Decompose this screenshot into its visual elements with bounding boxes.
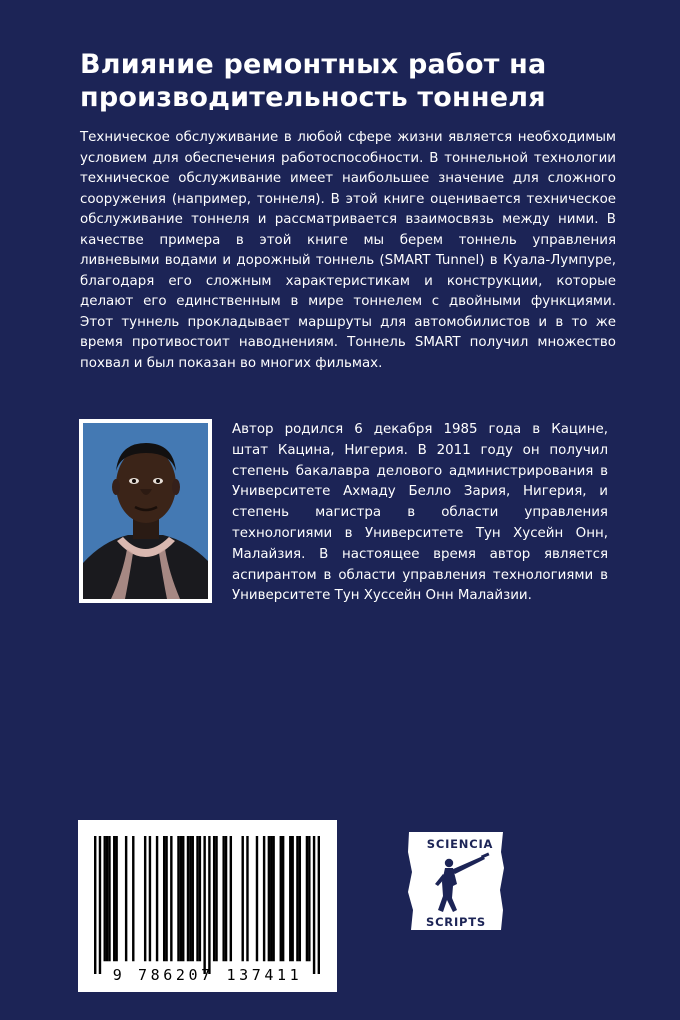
barcode-bar <box>170 836 172 961</box>
bio-line: степень бакалавра делового администрирования в <box>232 463 608 479</box>
publisher-name-top: SCIENCIA <box>426 837 494 851</box>
barcode-bar <box>256 836 258 961</box>
bio-line: штат Кацина, Нигерия. В 2011 году он получил <box>232 442 608 458</box>
bio-line: Автор родился 6 декабря 1985 года в Кацине, <box>232 422 608 437</box>
barcode-bar <box>182 836 184 961</box>
barcode-bar <box>177 836 179 961</box>
book-title-line-2: производительность тоннеля <box>80 82 546 113</box>
publisher-logo <box>405 830 507 932</box>
author-bio <box>232 420 608 607</box>
barcode-bar <box>149 836 151 961</box>
barcode-bar <box>213 836 215 961</box>
description-line: сооружения (например, тоннеля). В этой книге оценивается техническое <box>80 191 616 207</box>
bio-line: Университете Ахмаду Белло Зария, Нигерия, и <box>232 484 608 500</box>
barcode-bar <box>306 836 308 961</box>
barcode-bar <box>215 836 217 961</box>
bio-line: Университете Тун Хуссейн Онн Малайзии. <box>232 588 532 604</box>
barcode-bar <box>318 836 320 974</box>
barcode-bar <box>289 836 291 961</box>
barcode-bar <box>268 836 270 961</box>
bio-line: аспирантом в области управления технологиями в <box>232 567 608 583</box>
description-line: условием для обеспечения работоспособности. В тоннельной технологии <box>80 150 616 166</box>
barcode-bar <box>163 836 165 961</box>
barcode-bar <box>280 836 282 961</box>
barcode-bar <box>199 836 201 961</box>
description-line: благодаря его сложным характеристикам и конструкции, которые <box>80 273 616 289</box>
barcode-bar <box>115 836 117 961</box>
barcode-bar <box>308 836 310 961</box>
barcode-bar <box>270 836 272 961</box>
barcode-bar <box>99 836 101 974</box>
barcode-bar <box>291 836 293 961</box>
barcode-bar <box>125 836 127 961</box>
barcode-bar <box>241 836 243 961</box>
barcode-bar <box>113 836 115 961</box>
description-line: делают его единственным в мире тоннелем с двойными функциями. <box>80 294 616 309</box>
isbn-barcode <box>78 820 337 992</box>
barcode-bar <box>132 836 134 961</box>
author-photo <box>83 423 208 599</box>
bio-line: технологиями в Университете Тун Хусейн Онн, <box>232 525 608 541</box>
description-line: качестве примера в этой книге мы берем тоннель управления <box>80 232 616 248</box>
bio-line: степень магистра в области управления <box>232 505 608 521</box>
barcode-bar <box>106 836 108 961</box>
barcode-bar <box>203 836 205 974</box>
barcode-bar <box>296 836 298 961</box>
bio-line: Малайзия. В настоящее время автор является <box>232 546 608 562</box>
barcode-bar <box>263 836 265 961</box>
barcode-bar <box>222 836 224 961</box>
barcode-bar <box>187 836 189 961</box>
barcode-bar <box>313 836 315 974</box>
isbn-number: 9 786207 137411 <box>112 966 303 984</box>
description-line: время противостоит наводнениям. Тоннель SMART получил множество <box>80 335 616 350</box>
barcode-bar <box>144 836 146 961</box>
barcode-bar <box>208 836 210 974</box>
barcode-bars <box>94 836 320 974</box>
barcode-bar <box>94 836 96 974</box>
barcode-bar <box>196 836 198 961</box>
barcode-bar <box>225 836 227 961</box>
barcode-bar <box>104 836 106 961</box>
barcode-bar <box>108 836 110 961</box>
barcode-bar <box>156 836 158 961</box>
barcode-bar <box>282 836 284 961</box>
barcode-bar <box>246 836 248 961</box>
barcode-bar <box>180 836 182 961</box>
barcode-bar <box>230 836 232 961</box>
barcode-bar <box>165 836 167 961</box>
publisher-name-bottom: SCRIPTS <box>425 915 486 929</box>
barcode-bar <box>192 836 194 961</box>
book-title-line-1: Влияние ремонтных работ на <box>80 49 547 80</box>
barcode-bar <box>189 836 191 961</box>
barcode-bar <box>299 836 301 961</box>
book-title <box>80 48 620 114</box>
description-line: ливневыми водами и дорожный тоннель (SMART Tunnel) в Куала-Лумпуре, <box>80 253 616 268</box>
description-line: обслуживание тоннеля и рассматривается взаимосвязь между ними. В <box>80 212 616 227</box>
author-photo-frame <box>79 419 212 603</box>
barcode-bar <box>272 836 274 961</box>
description-line: техническое обслуживание имеет наибольшее значение для сложного <box>80 171 616 186</box>
description-line: Этот туннель прокладывает маршруты для автомобилистов и в то же <box>80 314 616 330</box>
book-description <box>80 128 616 374</box>
description-line: Техническое обслуживание в любой сфере жизни является необходимым <box>80 130 616 145</box>
description-line: похвал и был показан во многих фильмах. <box>80 355 383 371</box>
